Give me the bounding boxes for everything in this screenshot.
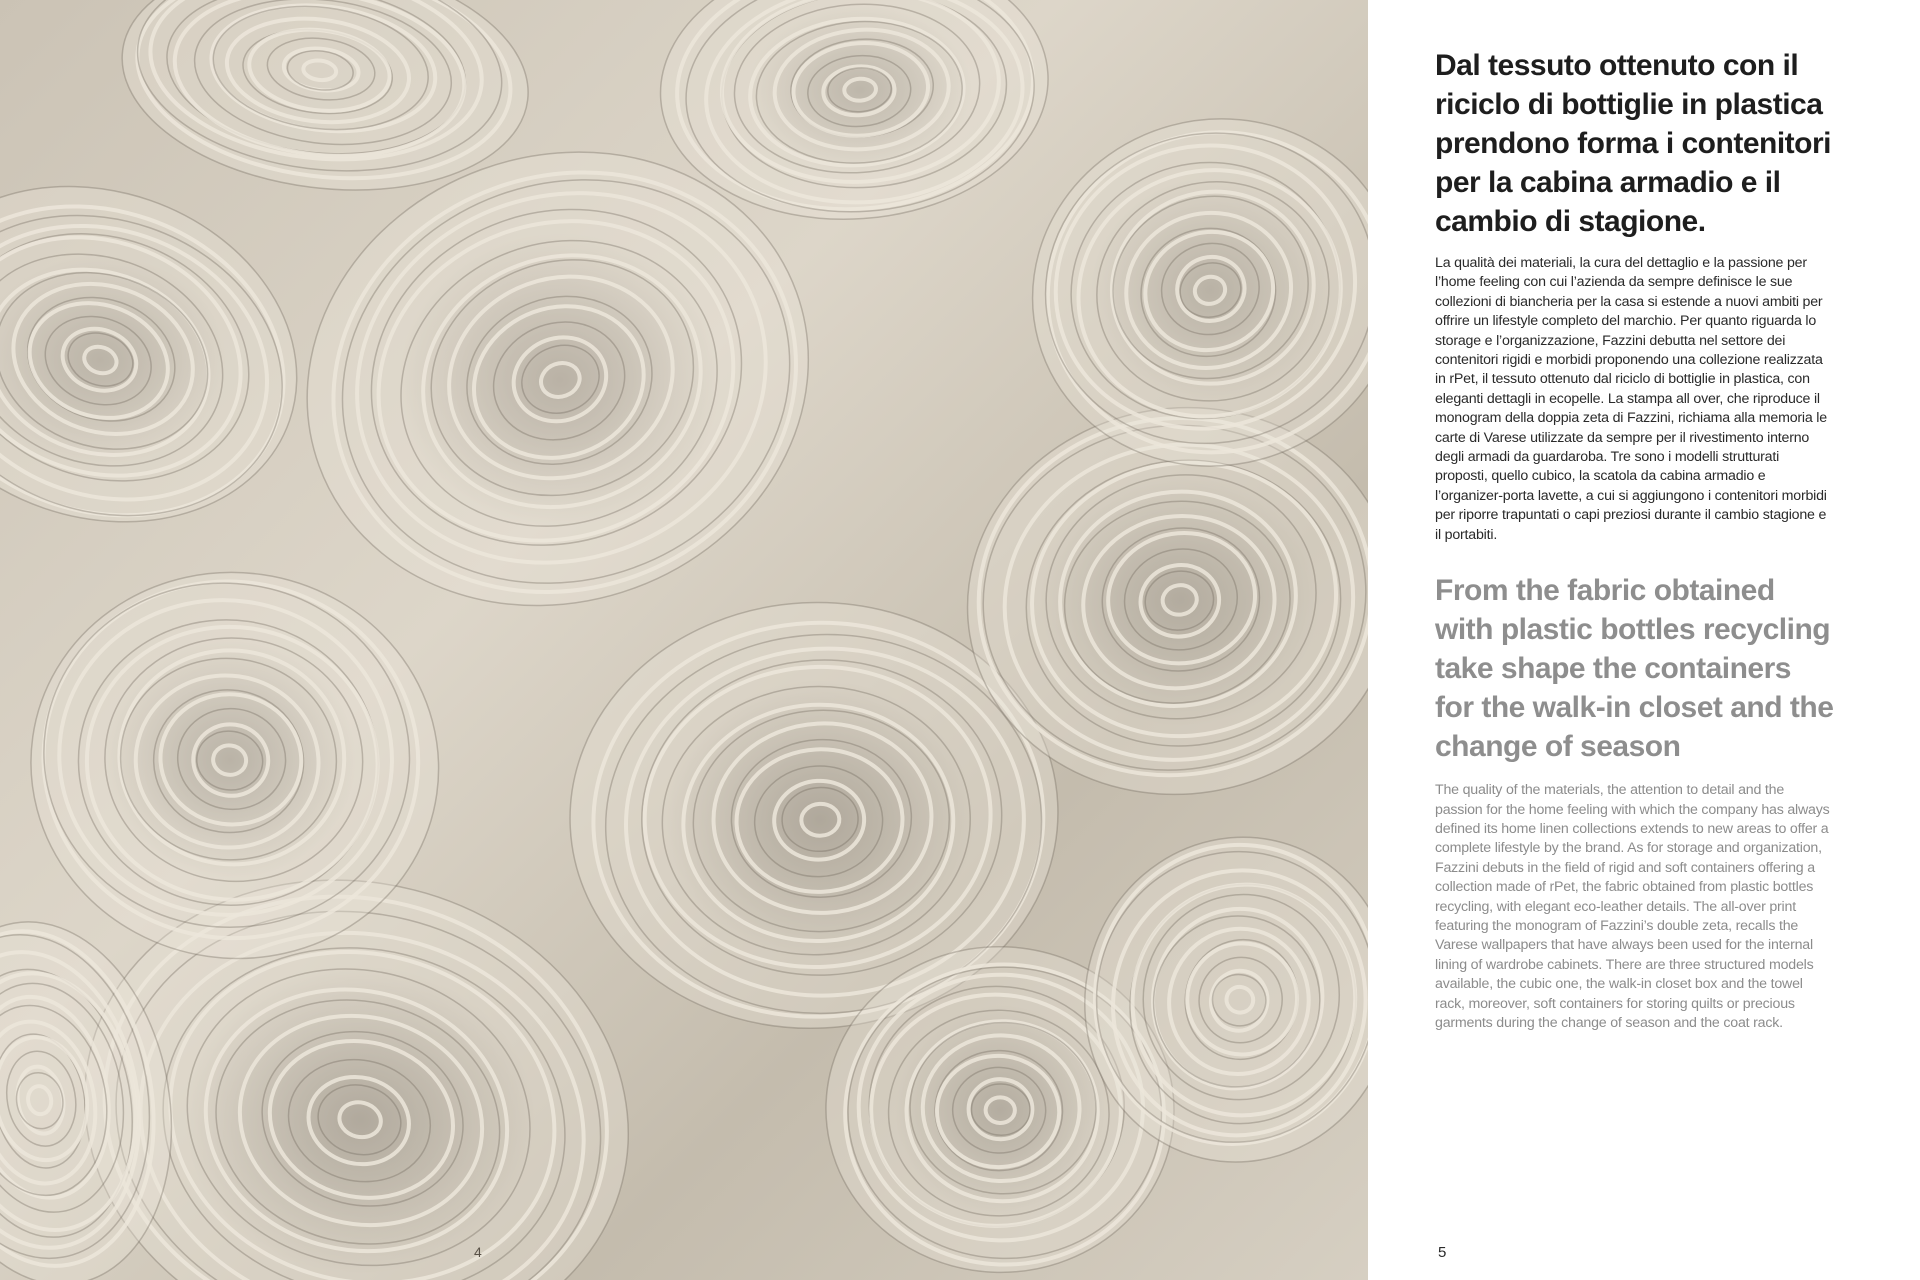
fabric-roll [993, 78, 1368, 507]
right-page-number: 5 [1438, 1244, 1447, 1261]
english-body: The quality of the materials, the attention to detail and the passion for the home feeling with which the company has always defined its home linen collections extends to new areas to offer a complete lifestyle by the brand. As for storage and organization, Fazzini debuts in the field of rigid and soft containers offering a collection made of rPet, the fabric obtained from plastic bottles recycling, with elegant eco-leather details. The all-over print featuring the monogram of Fazzini’s double zeta, recalls the Varese wallpapers that have always been used for the internal lining of wardrobe cabinets. There are three structured models available, the cubic one, the walk-in closet box and the towel rack, moreover, soft containers for storing quilts or precious garments during the change of season and the coat rack. [1435, 782, 1830, 1031]
text-column [1435, 46, 1835, 1033]
italian-body: La qualità dei materiali, la cura del dettaglio e la passione per l’home feeling con cui l’azienda da sempre definisce le sue collezioni di biancheria per la casa si estende a nuovi ambiti per offrire un lifestyle completo del marchio. Per quanto riguarda lo storage e l’organizzazione, Fazzini debutta nel settore dei contenitori rigidi e morbidi proponendo una collezione realizzata in rPet, il tessuto ottenuto dal riciclo di bottiglie in plastica, con eleganti dettagli in ecopelle. La stampa all over, che riproduce il monogram della doppia zeta di Fazzini, richiama alla memoria le carte di Varese utilizzate da sempre per il rivestimento interno degli armadi da guardaroba. Tre sono i modelli strutturati proposti, quello cubico, la scatola da cabina armadio e l’organizer-porta lavette, a cui si aggiungono i contenitori morbidi per riporre trapuntati o capi preziosi durante il cambio stagione e il portabiti. [1435, 255, 1827, 543]
fabric-roll [0, 134, 343, 575]
left-page-number: 4 [474, 1244, 482, 1260]
english-title: From the fabric obtained with plastic bottles recycling take shape the containers for the walk-in closet and the change of season [1435, 574, 1834, 764]
italian-title: Dal tessuto ottenuto con il riciclo di bottiglie in plastica prendono forma i contenitori per la cabina armadio e il cambio di stagione. [1435, 49, 1831, 238]
